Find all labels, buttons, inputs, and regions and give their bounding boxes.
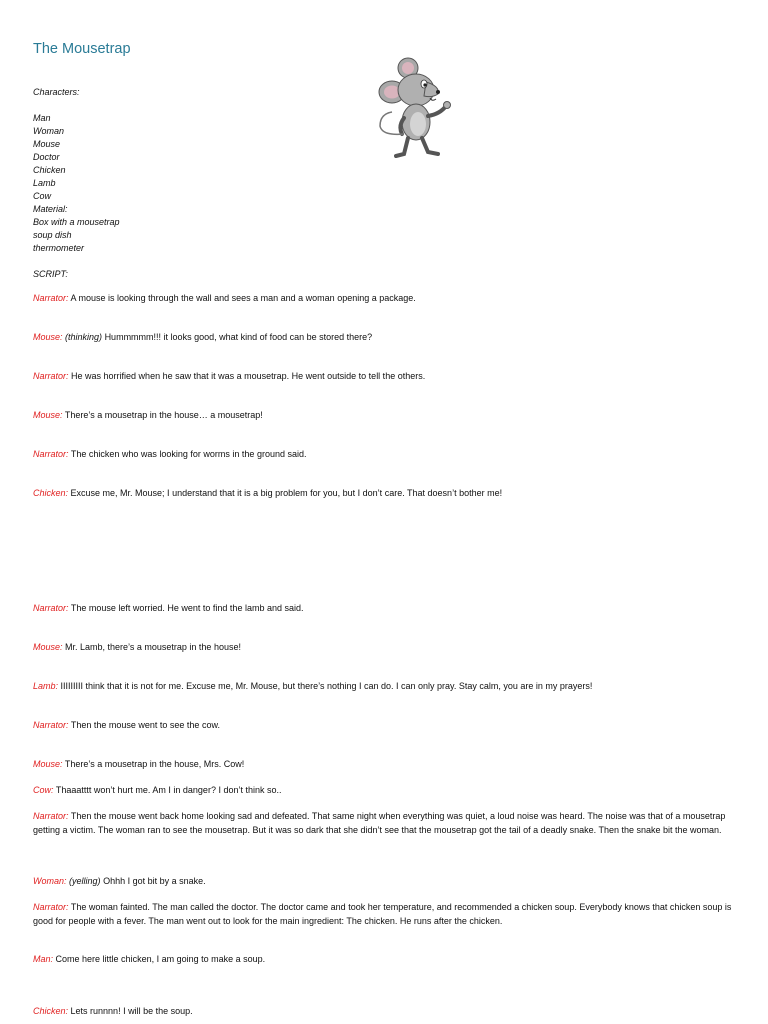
script-line [33,719,733,733]
material-heading: Material: [33,204,68,214]
line-text: There’s a mousetrap in the house… a mousetrap! [64,410,263,420]
speaker-label: Chicken: [33,488,69,498]
script-line [33,448,733,462]
speaker-label: Narrator: [33,293,69,303]
line-text: Then the mouse went to see the cow. [70,720,220,730]
stage-direction: (yelling) [69,876,101,886]
line-text: IIIIIIIII think that it is not for me. Excuse me, Mr. Mouse, but there’s nothing I can do. I can only pray. Stay calm, you are in my prayers! [60,681,593,691]
speaker-label: Narrator: [33,902,69,912]
script-line [33,953,733,967]
speaker-label: Mouse: [33,332,63,342]
speaker-label: Mouse: [33,410,63,420]
script-line [33,641,733,655]
speaker-label: Man: [33,954,54,964]
speaker-label: Mouse: [33,759,63,769]
line-text: The woman fainted. The man called the doctor. The doctor came and took her temperature, and recommended a chicken soup. Everybody knows that chicken soup is good for people with a fever. The man went out to look for the main ingredient: The chicken. He runs after the chicken. [33,902,732,926]
material-item: Box with a mousetrap [33,217,120,227]
line-text: Come here little chicken, I am going to make a soup. [55,954,266,964]
material-item: thermometer [33,243,85,253]
line-text: The chicken who was looking for worms in the ground said. [70,449,307,459]
line-text: A mouse is looking through the wall and sees a man and a woman opening a package. [70,293,416,303]
line-text: Excuse me, Mr. Mouse; I understand that it is a big problem for you, but I don’t care. That doesn’t bother me! [70,488,503,498]
character-item: Mouse [33,139,61,149]
script-line [33,409,733,423]
script-line [33,602,733,616]
script-line [33,784,733,798]
characters-heading: Characters: [33,87,80,97]
script-line [33,292,733,306]
speaker-label: Narrator: [33,449,69,459]
page-title: The Mousetrap [33,41,131,57]
script-line [33,901,733,928]
stage-direction: (thinking) [65,332,103,342]
script-line [33,331,733,345]
script-line [33,487,733,501]
speaker-label: Narrator: [33,811,69,821]
speaker-label: Cow: [33,785,54,795]
line-text: Thaaatttt won’t hurt me. Am I in danger? I don’t think so.. [55,785,282,795]
line-text: Hummmmm!!! it looks good, what kind of food can be stored there? [104,332,373,342]
speaker-label: Mouse: [33,642,63,652]
line-text: The mouse left worried. He went to find the lamb and said. [70,603,304,613]
line-text: Lets runnnn! I will be the soup. [70,1006,193,1016]
script-heading: SCRIPT: [33,269,68,279]
script-line [33,1005,733,1019]
speaker-label: Narrator: [33,603,69,613]
script-line [33,680,733,694]
mouse-illustration [374,56,460,168]
material-item: soup dish [33,230,72,240]
character-item: Lamb [33,178,56,188]
line-text: Mr. Lamb, there’s a mousetrap in the house! [65,642,241,652]
character-item: Man [33,113,51,123]
script-line [33,875,733,889]
character-item: Doctor [33,152,60,162]
character-item: Chicken [33,165,66,175]
speaker-label: Narrator: [33,720,69,730]
character-item: Cow [33,191,52,201]
speaker-label: Lamb: [33,681,59,691]
speaker-label: Woman: [33,876,67,886]
line-text: There’s a mousetrap in the house, Mrs. Cow! [64,759,245,769]
characters-block [33,86,120,281]
script-line [33,758,733,772]
line-text: Then the mouse went back home looking sad and defeated. That same night when everything was quiet, a loud noise was heard. The noise was that of a mousetrap getting a victim. The woman ran to see the mousetrap. But it was so dark that she didn’t see that the mousetrap got the tail of a deadly snake. Then the snake bit the woman. [33,811,726,835]
line-text: He was horrified when he saw that it was a mousetrap. He went outside to tell the others. [71,371,426,381]
line-text: Ohhh I got bit by a snake. [103,876,206,886]
speaker-label: Narrator: [33,371,69,381]
character-item: Woman [33,126,65,136]
script-line [33,810,733,837]
speaker-label: Chicken: [33,1006,69,1016]
script-line [33,370,733,384]
